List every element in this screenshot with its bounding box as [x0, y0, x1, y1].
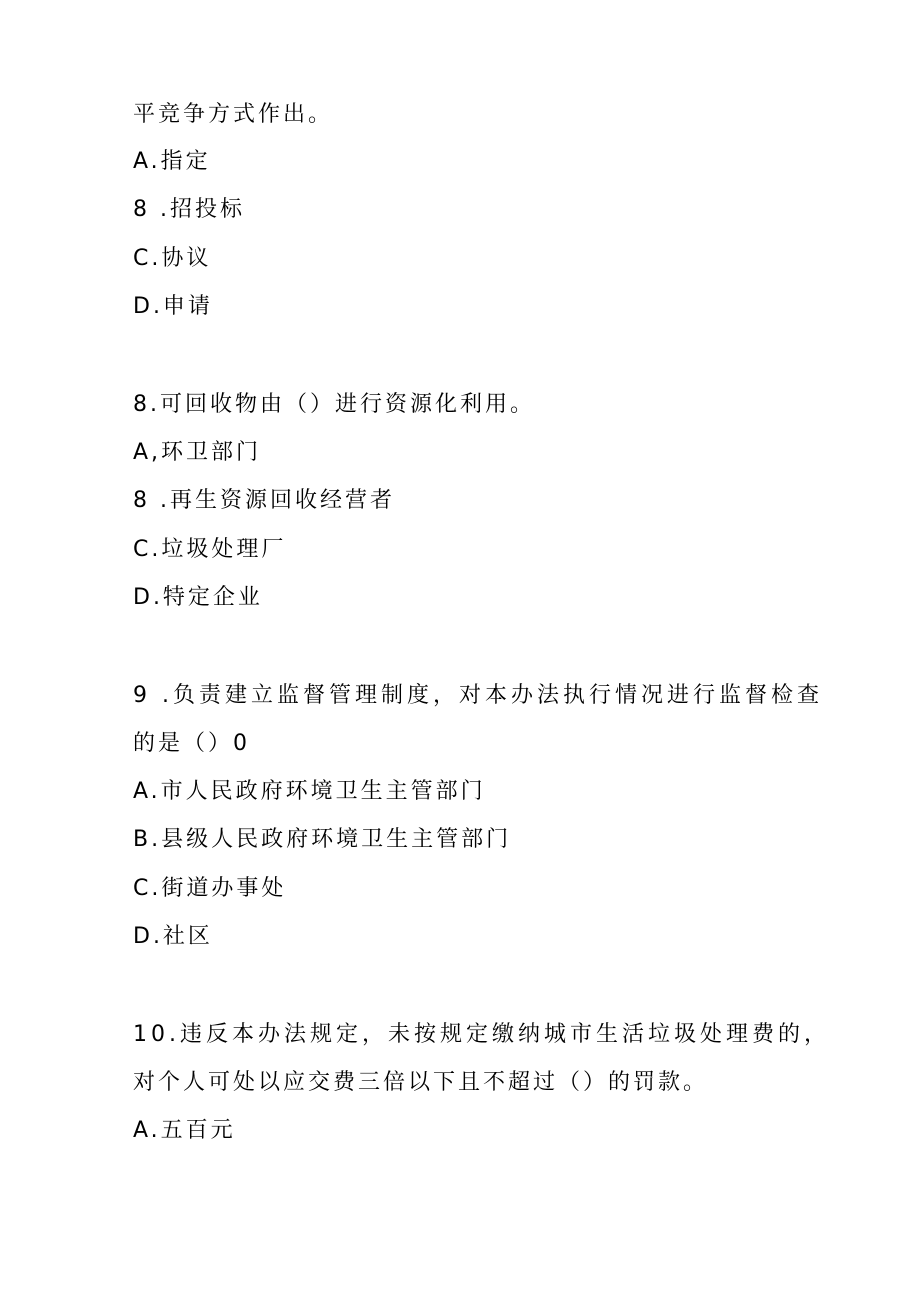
q9-option-d: D.社区 [133, 924, 213, 949]
q9-stem-line-2: 的是（）0 [133, 731, 250, 756]
q9-stem-line-1: 9 .负责建立监督管理制度，对本办法执行情况进行监督检查 [133, 683, 823, 708]
q7-option-c: C.协议 [133, 246, 212, 271]
q7-option-a: A.指定 [133, 149, 211, 174]
q10-option-a: A.五百元 [133, 1118, 236, 1143]
q7-option-d: D.申请 [133, 294, 213, 319]
q8-option-a: A,环卫部门 [133, 440, 262, 465]
intro-tail-text: 平竞争方式作出。 [133, 102, 334, 127]
q9-option-b: B.县级人民政府环境卫生主管部门 [133, 827, 512, 852]
q10-stem-line-1: 10.违反本办法规定，未按规定缴纳城市生活垃圾处理费的， [133, 1022, 830, 1047]
q8-option-d: D.特定企业 [133, 585, 263, 610]
q7-option-b: 8 .招投标 [133, 197, 245, 222]
q10-stem-line-2: 对个人可处以应交费三倍以下且不超过（）的罚款。 [133, 1070, 709, 1095]
q9-option-c: C.街道办事处 [133, 876, 287, 901]
q9-option-a: A.市人民政府环境卫生主管部门 [133, 779, 486, 804]
q8-option-c: C.垃圾处理厂 [133, 537, 287, 562]
q8-option-b: 8 .再生资源回收经营者 [133, 488, 395, 513]
q8-stem: 8.可回收物由（）进行资源化利用。 [133, 392, 535, 417]
